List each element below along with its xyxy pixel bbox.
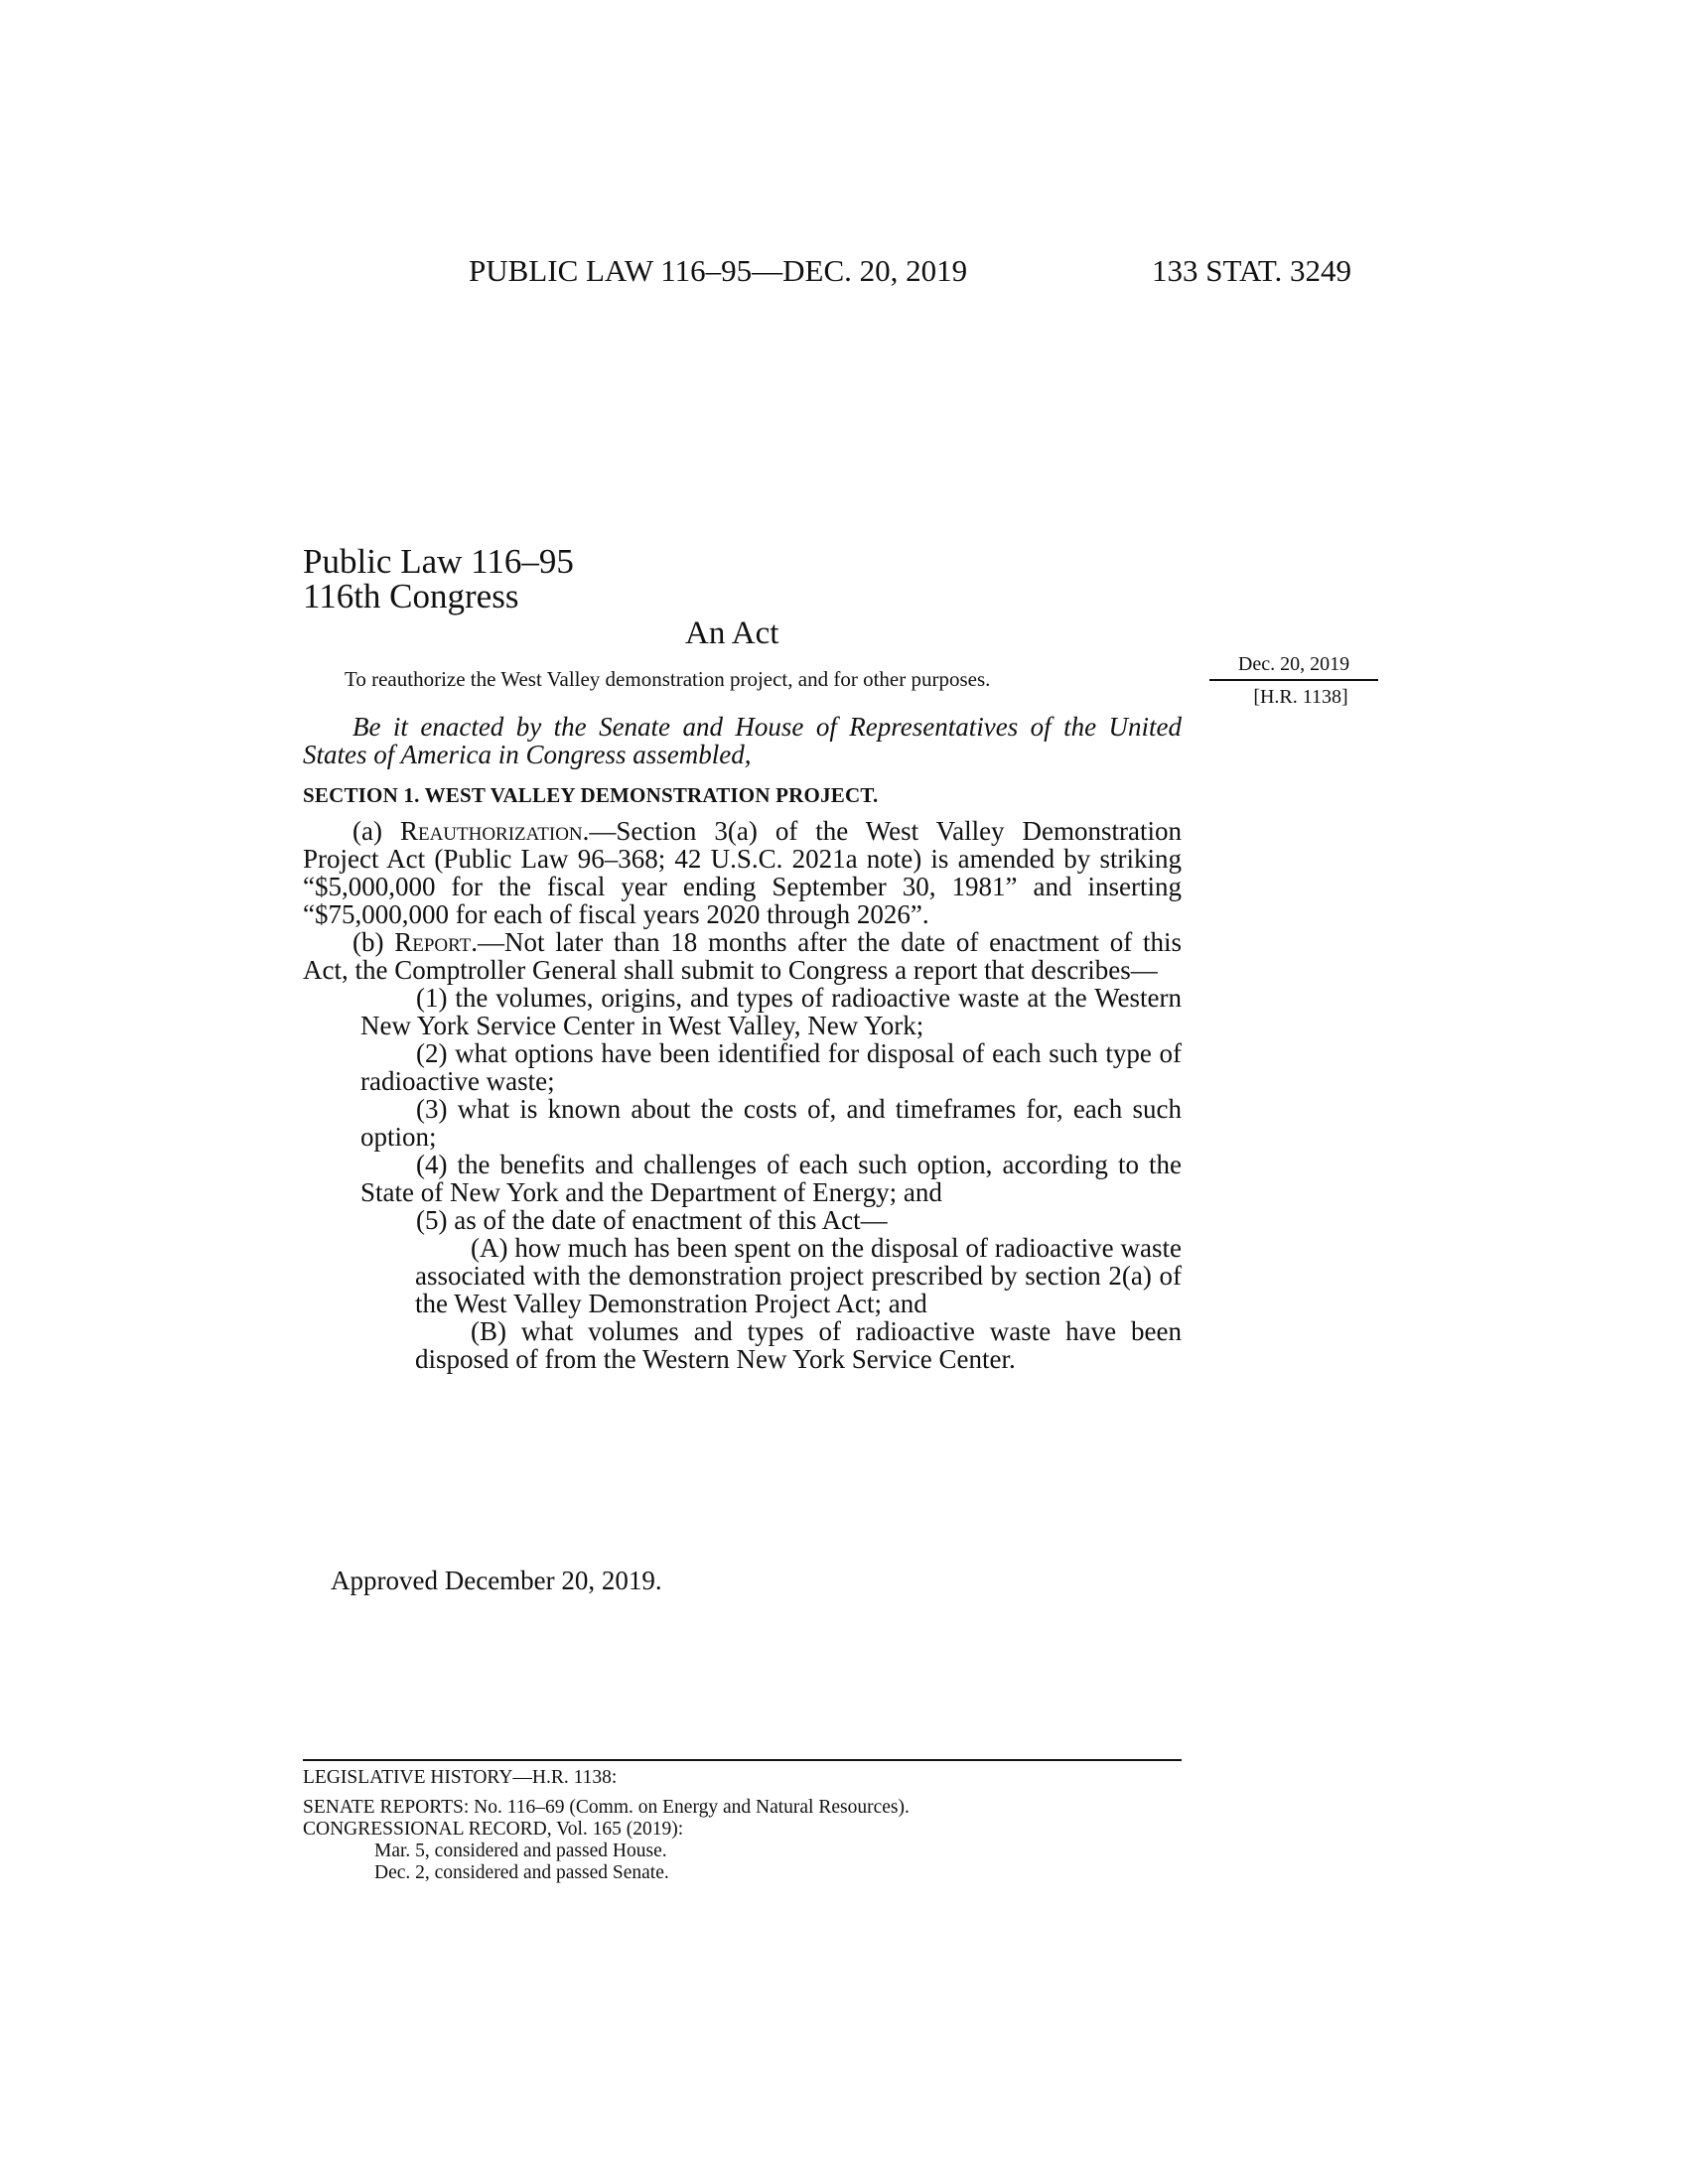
- public-law-number: Public Law 116–95: [303, 542, 574, 581]
- paragraph-4: (4) the benefits and challenges of each such option, according to the State of New York and the Department of Energy; and: [360, 1150, 1182, 1207]
- section-heading: SECTION 1. WEST VALLEY DEMONSTRATION PROJECT.: [303, 783, 879, 807]
- paragraph-1: (1) the volumes, origins, and types of radioactive waste at the Western New York Service Center in West Valley, New York;: [360, 983, 1182, 1040]
- subsection-a-text: Section 3(a) of the West Valley Demonstration Project Act (Public Law 96–368; 42 U.S.C. 2021a note) is amended by striking “$5,000,000 for the fiscal year ending September 30, 1981” and inserting “$75,000,000 for each of fiscal years 2020 through 2026”.: [303, 816, 1183, 929]
- approval-date: Approved December 20, 2019.: [331, 1566, 662, 1595]
- margin-date: Dec. 20, 2019: [1209, 653, 1378, 681]
- footer-divider: [303, 1759, 1182, 1761]
- enacting-clause: Be it enacted by the Senate and House of Representatives of the United States of America in Congress assembled,: [303, 712, 1182, 769]
- margin-note: [1209, 653, 1378, 709]
- long-title: To reauthorize the West Valley demonstration project, and for other purposes.: [345, 667, 991, 691]
- running-head: PUBLIC LAW 116–95—DEC. 20, 2019: [469, 253, 968, 288]
- congressional-record-line: CONGRESSIONAL RECORD, Vol. 165 (2019):: [303, 1819, 684, 1840]
- subsection-b-text: Not later than 18 months after the date of enactment of this Act, the Comptroller General shall submit to Congress a report that describes—: [303, 927, 1183, 985]
- paragraph-5: (5) as of the date of enactment of this Act—: [416, 1205, 888, 1235]
- paragraph-2: (2) what options have been identified for disposal of each such type of radioactive waste;: [360, 1038, 1182, 1096]
- house-action-line: Mar. 5, considered and passed House.: [374, 1841, 667, 1861]
- subsection-b-heading: Report: [394, 927, 472, 957]
- legislative-history-heading: LEGISLATIVE HISTORY—H.R. 1138:: [303, 1767, 618, 1788]
- an-act-heading: An Act: [685, 615, 779, 651]
- section-body: [303, 817, 1182, 1373]
- subsection-a: (a) Reauthorization.—Section 3(a) of the West Valley Demonstration Project Act (Public Law 96–368; 42 U.S.C. 2021a note) is amended by striking “$5,000,000 for the fiscal year ending September 30, 1981” and inserting “$75,000,000 for each of fiscal years 2020 through 2026”.: [303, 816, 1183, 929]
- statute-page-number: 133 STAT. 3249: [1152, 253, 1352, 288]
- senate-action-line: Dec. 2, considered and passed Senate.: [374, 1862, 669, 1883]
- subsection-b: (b) Report.—Not later than 18 months after the date of enactment of this Act, the Comptroller General shall submit to Congress a report that describes—: [303, 927, 1183, 985]
- subparagraph-a: (A) how much has been spent on the disposal of radioactive waste associated with the demonstration project prescribed by section 2(a) of the West Valley Demonstration Project Act; and: [415, 1233, 1182, 1318]
- senate-reports-line: SENATE REPORTS: No. 116–69 (Comm. on Energy and Natural Resources).: [303, 1797, 910, 1818]
- subparagraph-b: (B) what volumes and types of radioactive waste have been disposed of from the Western New York Service Center.: [415, 1316, 1182, 1374]
- subsection-a-heading: Reauthorization: [399, 816, 583, 846]
- congress-number: 116th Congress: [303, 577, 519, 615]
- paragraph-3: (3) what is known about the costs of, and timeframes for, each such option;: [360, 1094, 1182, 1152]
- legislative-history-lines: [303, 1797, 910, 1884]
- margin-bill-number: [H.R. 1138]: [1253, 686, 1348, 708]
- enacting-clause-block: [303, 713, 1182, 768]
